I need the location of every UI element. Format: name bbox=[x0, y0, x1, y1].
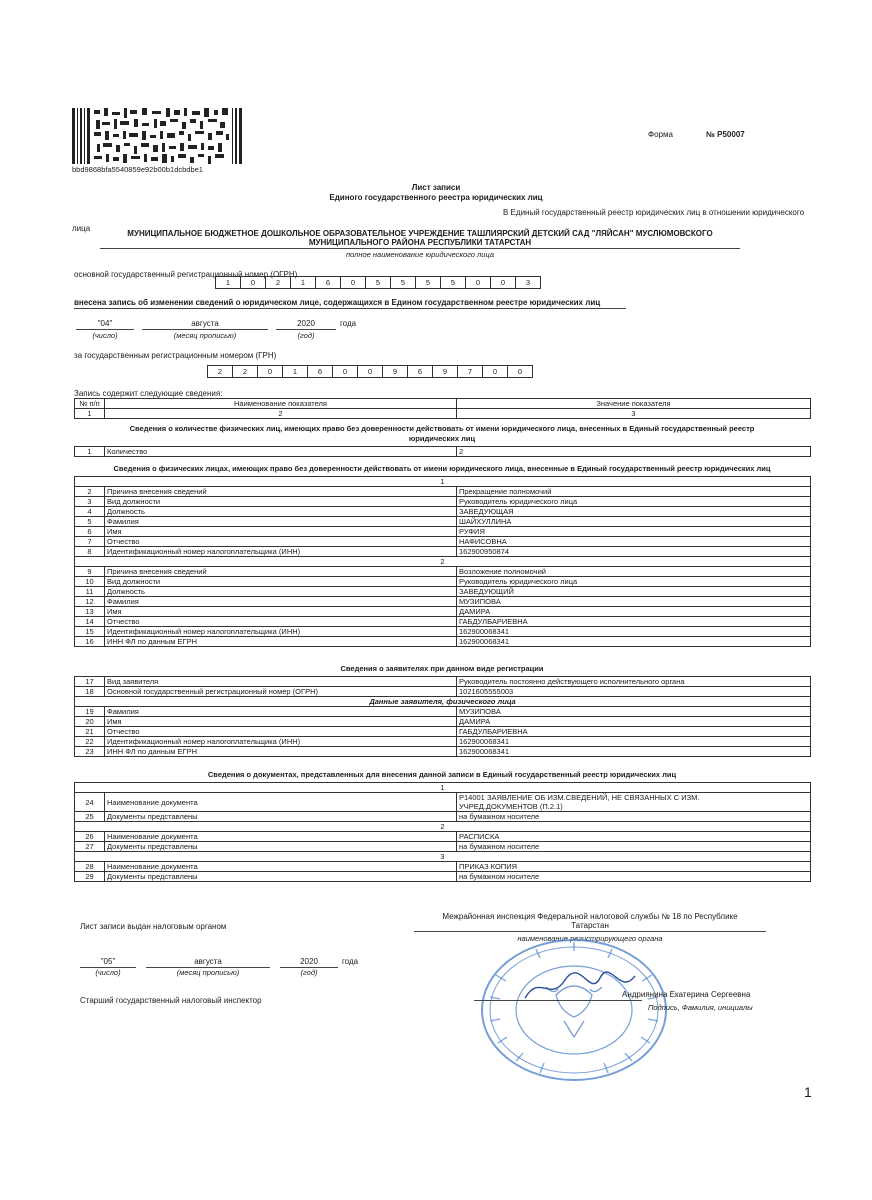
group-number: 1 bbox=[75, 477, 811, 487]
table-row bbox=[75, 447, 811, 457]
table-row bbox=[75, 832, 811, 842]
table-row bbox=[75, 557, 811, 567]
row-name: Наименование документа bbox=[105, 793, 457, 812]
row-value: Руководитель постоянно действующего исполнительного органа bbox=[457, 677, 811, 687]
grn-digit: 2 bbox=[207, 365, 233, 378]
row-value: 162900068341 bbox=[457, 747, 811, 757]
entry-month-caption: (месяц прописью) bbox=[173, 331, 237, 340]
row-num: 20 bbox=[75, 717, 105, 727]
table-row bbox=[75, 477, 811, 487]
page-title: Лист записи bbox=[411, 183, 461, 192]
row-num: 24 bbox=[75, 793, 105, 812]
row-name: Фамилия bbox=[105, 517, 457, 527]
applicants-section-title: Сведения о заявителях при данном виде регистрации bbox=[340, 664, 544, 673]
grn-digit: 0 bbox=[357, 365, 383, 378]
entity-name-caption: полное наименование юридического лица bbox=[345, 250, 494, 259]
inspector-name: Андриянина Екатерина Сергеевна bbox=[622, 990, 751, 999]
page-number: 1 bbox=[804, 1084, 812, 1100]
table-row bbox=[75, 627, 811, 637]
signature-caption: Подпись, Фамилия, инициалы bbox=[648, 1003, 753, 1012]
table-row bbox=[75, 862, 811, 872]
grn-digit: 9 bbox=[432, 365, 458, 378]
grn-digit: 0 bbox=[507, 365, 533, 378]
row-num: 9 bbox=[75, 567, 105, 577]
row-name: Вид заявителя bbox=[105, 677, 457, 687]
row-value: МУЗИПОВА bbox=[457, 707, 811, 717]
row-value: НАФИСОВНА bbox=[457, 537, 811, 547]
documents-table bbox=[74, 782, 811, 882]
row-num: 8 bbox=[75, 547, 105, 557]
row-name: Количество bbox=[105, 447, 457, 457]
table-row bbox=[75, 527, 811, 537]
applicant-subtitle: Данные заявителя, физического лица bbox=[75, 697, 811, 707]
row-name: ИНН ФЛ по данным ЕГРН bbox=[105, 747, 457, 757]
applicants-table bbox=[74, 676, 811, 757]
row-name: Идентификационный номер налогоплательщика (ИНН) bbox=[105, 547, 457, 557]
row-value: ГАБДУЛБАРИЕВНА bbox=[457, 727, 811, 737]
table-row bbox=[75, 812, 811, 822]
ogrn-digit: 3 bbox=[515, 276, 541, 289]
table-row bbox=[75, 687, 811, 697]
group-number: 2 bbox=[75, 822, 811, 832]
table-row bbox=[75, 637, 811, 647]
inspector-position: Старший государственный налоговый инспектор bbox=[80, 996, 262, 1005]
issued-month-caption: (месяц прописью) bbox=[176, 968, 240, 977]
authority-caption: наименование регистрирующего органа bbox=[517, 934, 663, 943]
table-row bbox=[75, 793, 811, 812]
row-name: Причина внесения сведений bbox=[105, 487, 457, 497]
row-value: 162900068341 bbox=[457, 627, 811, 637]
grn-digit: 2 bbox=[232, 365, 258, 378]
row-num: 26 bbox=[75, 832, 105, 842]
grn-digit: 7 bbox=[457, 365, 483, 378]
row-num: 23 bbox=[75, 747, 105, 757]
row-name: Имя bbox=[105, 607, 457, 617]
row-num: 3 bbox=[75, 497, 105, 507]
row-value: ЗАВЕДУЮЩАЯ bbox=[457, 507, 811, 517]
grn-digit: 9 bbox=[382, 365, 408, 378]
ogrn-digit: 5 bbox=[440, 276, 466, 289]
grn-digit: 6 bbox=[407, 365, 433, 378]
issued-month: августа bbox=[146, 957, 270, 968]
row-value: на бумажном носителе bbox=[457, 842, 811, 852]
row-name: Имя bbox=[105, 717, 457, 727]
row-name: Фамилия bbox=[105, 707, 457, 717]
row-name: Основной государственный регистрационный номер (ОГРН) bbox=[105, 687, 457, 697]
ogrn-digit: 1 bbox=[290, 276, 316, 289]
row-value: Прекращение полномочий bbox=[457, 487, 811, 497]
table-row bbox=[75, 842, 811, 852]
table-row bbox=[75, 822, 811, 832]
ogrn-digit: 0 bbox=[490, 276, 516, 289]
row-value: РАСПИСКА bbox=[457, 832, 811, 842]
row-name: Идентификационный номер налогоплательщика (ИНН) bbox=[105, 627, 457, 637]
table-row bbox=[75, 537, 811, 547]
entity-name-line1: МУНИЦИПАЛЬНОЕ БЮДЖЕТНОЕ ДОШКОЛЬНОЕ ОБРАЗОВАТЕЛЬНОЕ УЧРЕЖДЕНИЕ ТАШЛИЯРСКИЙ ДЕТСКИЙ САД "ЛЯЙСАН" МУСЛЮМОВСКОГО bbox=[127, 229, 713, 238]
persons-section-title: Сведения о физических лицах, имеющих право без доверенности действовать от имени юридического лица, внесенные в Единый государственный реестр юридических лиц bbox=[113, 464, 771, 473]
table-row bbox=[75, 547, 811, 557]
header-col-value: Значение показателя bbox=[457, 399, 811, 409]
count-table bbox=[74, 446, 811, 457]
row-value: ГАБДУЛБАРИЕВНА bbox=[457, 617, 811, 627]
row-num: 1 bbox=[75, 447, 105, 457]
official-stamp bbox=[476, 935, 672, 1085]
row-value: ДАМИРА bbox=[457, 607, 811, 617]
group-number: 1 bbox=[75, 783, 811, 793]
table-row bbox=[75, 577, 811, 587]
table-row bbox=[75, 737, 811, 747]
row-value: Руководитель юридического лица bbox=[457, 497, 811, 507]
row-value: 1021605555003 bbox=[457, 687, 811, 697]
table-row bbox=[75, 517, 811, 527]
row-num: 13 bbox=[75, 607, 105, 617]
ogrn-digit: 0 bbox=[465, 276, 491, 289]
row-name: ИНН ФЛ по данным ЕГРН bbox=[105, 637, 457, 647]
table-row bbox=[75, 587, 811, 597]
ogrn-digit: 5 bbox=[415, 276, 441, 289]
entry-day-caption: (число) bbox=[92, 331, 118, 340]
row-value: 2 bbox=[457, 447, 811, 457]
header-n1: 1 bbox=[75, 409, 105, 419]
row-name: Документы представлены bbox=[105, 842, 457, 852]
issued-day-caption: (число) bbox=[95, 968, 121, 977]
row-value: на бумажном носителе bbox=[457, 812, 811, 822]
row-num: 27 bbox=[75, 842, 105, 852]
table-row bbox=[75, 717, 811, 727]
row-value: ШАЙХУЛЛИНА bbox=[457, 517, 811, 527]
authority-line1: Межрайонная инспекция Федеральной налоговой службы № 18 по Республике bbox=[442, 912, 738, 921]
persons-table bbox=[74, 476, 811, 647]
row-value: ЗАВЕДУЮЩИЙ bbox=[457, 587, 811, 597]
table-row bbox=[75, 783, 811, 793]
row-value: на бумажном носителе bbox=[457, 872, 811, 882]
ogrn-label: основной государственный регистрационный номер (ОГРН) bbox=[74, 270, 298, 279]
entry-month: августа bbox=[142, 319, 268, 330]
row-value: 162900950874 bbox=[457, 547, 811, 557]
table-row bbox=[75, 747, 811, 757]
row-num: 6 bbox=[75, 527, 105, 537]
authority-line2: Татарстан bbox=[414, 921, 766, 932]
table-row bbox=[75, 507, 811, 517]
row-num: 15 bbox=[75, 627, 105, 637]
ogrn-digit: 0 bbox=[340, 276, 366, 289]
grn-digits bbox=[208, 365, 533, 378]
entry-year: 2020 bbox=[276, 319, 336, 330]
row-num: 7 bbox=[75, 537, 105, 547]
form-number: № Р50007 bbox=[706, 130, 745, 139]
row-num: 12 bbox=[75, 597, 105, 607]
table-row bbox=[75, 707, 811, 717]
header-n3: 3 bbox=[457, 409, 811, 419]
table-row bbox=[75, 727, 811, 737]
row-num: 11 bbox=[75, 587, 105, 597]
row-num: 18 bbox=[75, 687, 105, 697]
row-num: 22 bbox=[75, 737, 105, 747]
row-num: 17 bbox=[75, 677, 105, 687]
entry-year-caption: (год) bbox=[297, 331, 315, 340]
documents-section-title: Сведения о документах, представленных для внесения данной записи в Единый государственный реестр юридических лиц bbox=[207, 770, 677, 779]
group-number: 2 bbox=[75, 557, 811, 567]
page-subtitle: Единого государственного реестра юридических лиц bbox=[329, 193, 543, 202]
row-value: ПРИКАЗ КОПИЯ bbox=[457, 862, 811, 872]
ogrn-digit: 6 bbox=[315, 276, 341, 289]
row-num: 14 bbox=[75, 617, 105, 627]
ogrn-digit: 5 bbox=[365, 276, 391, 289]
grn-digit: 6 bbox=[307, 365, 333, 378]
row-num: 25 bbox=[75, 812, 105, 822]
ogrn-digits bbox=[216, 276, 541, 289]
issued-year: 2020 bbox=[280, 957, 338, 968]
regarding-text: В Единый государственный реестр юридических лиц в отношении юридического bbox=[503, 208, 805, 217]
signature-scribble bbox=[520, 968, 640, 1008]
table-row bbox=[75, 567, 811, 577]
row-value: МУЗИПОВА bbox=[457, 597, 811, 607]
entity-name-line2: МУНИЦИПАЛЬНОГО РАЙОНА РЕСПУБЛИКИ ТАТАРСТАН bbox=[100, 238, 740, 249]
row-value: 162900068341 bbox=[457, 737, 811, 747]
row-num: 10 bbox=[75, 577, 105, 587]
row-name: Отчество bbox=[105, 617, 457, 627]
header-col-name: Наименование показателя bbox=[105, 399, 457, 409]
header-col-num: № п/п bbox=[75, 399, 105, 409]
row-value bbox=[457, 793, 811, 812]
grn-digit: 0 bbox=[332, 365, 358, 378]
row-num: 2 bbox=[75, 487, 105, 497]
count-section-title-2: юридических лиц bbox=[408, 434, 476, 443]
grn-digit: 0 bbox=[257, 365, 283, 378]
issued-label: Лист записи выдан налоговым органом bbox=[80, 922, 227, 931]
barcode bbox=[72, 108, 242, 164]
row-name: Документы представлены bbox=[105, 812, 457, 822]
entry-made-text: внесена запись об изменении сведений о юридическом лице, содержащихся в Едином государственном реестре юридических лиц bbox=[74, 298, 626, 309]
row-name: Должность bbox=[105, 507, 457, 517]
ogrn-digit: 1 bbox=[215, 276, 241, 289]
row-name: Отчество bbox=[105, 537, 457, 547]
table-row bbox=[75, 677, 811, 687]
row-name: Отчество bbox=[105, 727, 457, 737]
row-num: 4 bbox=[75, 507, 105, 517]
table-row bbox=[75, 607, 811, 617]
grn-digit: 0 bbox=[482, 365, 508, 378]
signature-line bbox=[474, 1000, 642, 1001]
row-value-line2: УЧРЕД.ДОКУМЕНТОВ (П.2.1) bbox=[459, 802, 563, 811]
table-row bbox=[75, 409, 811, 419]
row-name: Вид должности bbox=[105, 577, 457, 587]
count-section-title: Сведения о количестве физических лиц, имеющих право без доверенности действовать от имени юридического лица, внесенных в Единый государственный реестр bbox=[129, 424, 755, 433]
table-row bbox=[75, 872, 811, 882]
regarding-prefix: лица bbox=[72, 224, 91, 233]
row-num: 19 bbox=[75, 707, 105, 717]
header-table bbox=[74, 398, 811, 419]
row-name: Документы представлены bbox=[105, 872, 457, 882]
entry-year-suffix: года bbox=[340, 319, 357, 328]
issued-day: "05" bbox=[80, 957, 136, 968]
row-num: 28 bbox=[75, 862, 105, 872]
header-n2: 2 bbox=[105, 409, 457, 419]
row-name: Имя bbox=[105, 527, 457, 537]
table-row bbox=[75, 597, 811, 607]
grn-label: за государственным регистрационным номером (ГРН) bbox=[74, 351, 277, 360]
row-name: Вид должности bbox=[105, 497, 457, 507]
row-name: Наименование документа bbox=[105, 862, 457, 872]
table-row bbox=[75, 852, 811, 862]
form-label: Форма bbox=[648, 130, 673, 139]
row-num: 16 bbox=[75, 637, 105, 647]
row-name: Фамилия bbox=[105, 597, 457, 607]
table-row bbox=[75, 399, 811, 409]
table-row bbox=[75, 487, 811, 497]
row-value: РУФИЯ bbox=[457, 527, 811, 537]
grn-digit: 1 bbox=[282, 365, 308, 378]
group-number: 3 bbox=[75, 852, 811, 862]
issued-year-caption: (год) bbox=[300, 968, 318, 977]
ogrn-digit: 0 bbox=[240, 276, 266, 289]
table-row bbox=[75, 697, 811, 707]
record-contains-label: Запись содержит следующие сведения: bbox=[74, 389, 223, 398]
row-name: Причина внесения сведений bbox=[105, 567, 457, 577]
table-row bbox=[75, 497, 811, 507]
ogrn-digit: 2 bbox=[265, 276, 291, 289]
row-value: Возложение полномочий bbox=[457, 567, 811, 577]
row-value: Руководитель юридического лица bbox=[457, 577, 811, 587]
row-name: Наименование документа bbox=[105, 832, 457, 842]
table-row bbox=[75, 617, 811, 627]
ogrn-digit: 5 bbox=[390, 276, 416, 289]
row-value-line1: Р14001 ЗАЯВЛЕНИЕ ОБ ИЗМ.СВЕДЕНИЙ, НЕ СВЯЗАННЫХ С ИЗМ. bbox=[459, 793, 700, 802]
row-value: 162900068341 bbox=[457, 637, 811, 647]
row-name: Должность bbox=[105, 587, 457, 597]
row-num: 21 bbox=[75, 727, 105, 737]
row-num: 29 bbox=[75, 872, 105, 882]
row-name: Идентификационный номер налогоплательщика (ИНН) bbox=[105, 737, 457, 747]
row-num: 5 bbox=[75, 517, 105, 527]
issued-year-suffix: года bbox=[342, 957, 359, 966]
row-value: ДАМИРА bbox=[457, 717, 811, 727]
entry-day: "04" bbox=[76, 319, 134, 330]
barcode-code: bbd9868bfa5540859e92b00b1dcbdbe1 bbox=[72, 165, 203, 174]
